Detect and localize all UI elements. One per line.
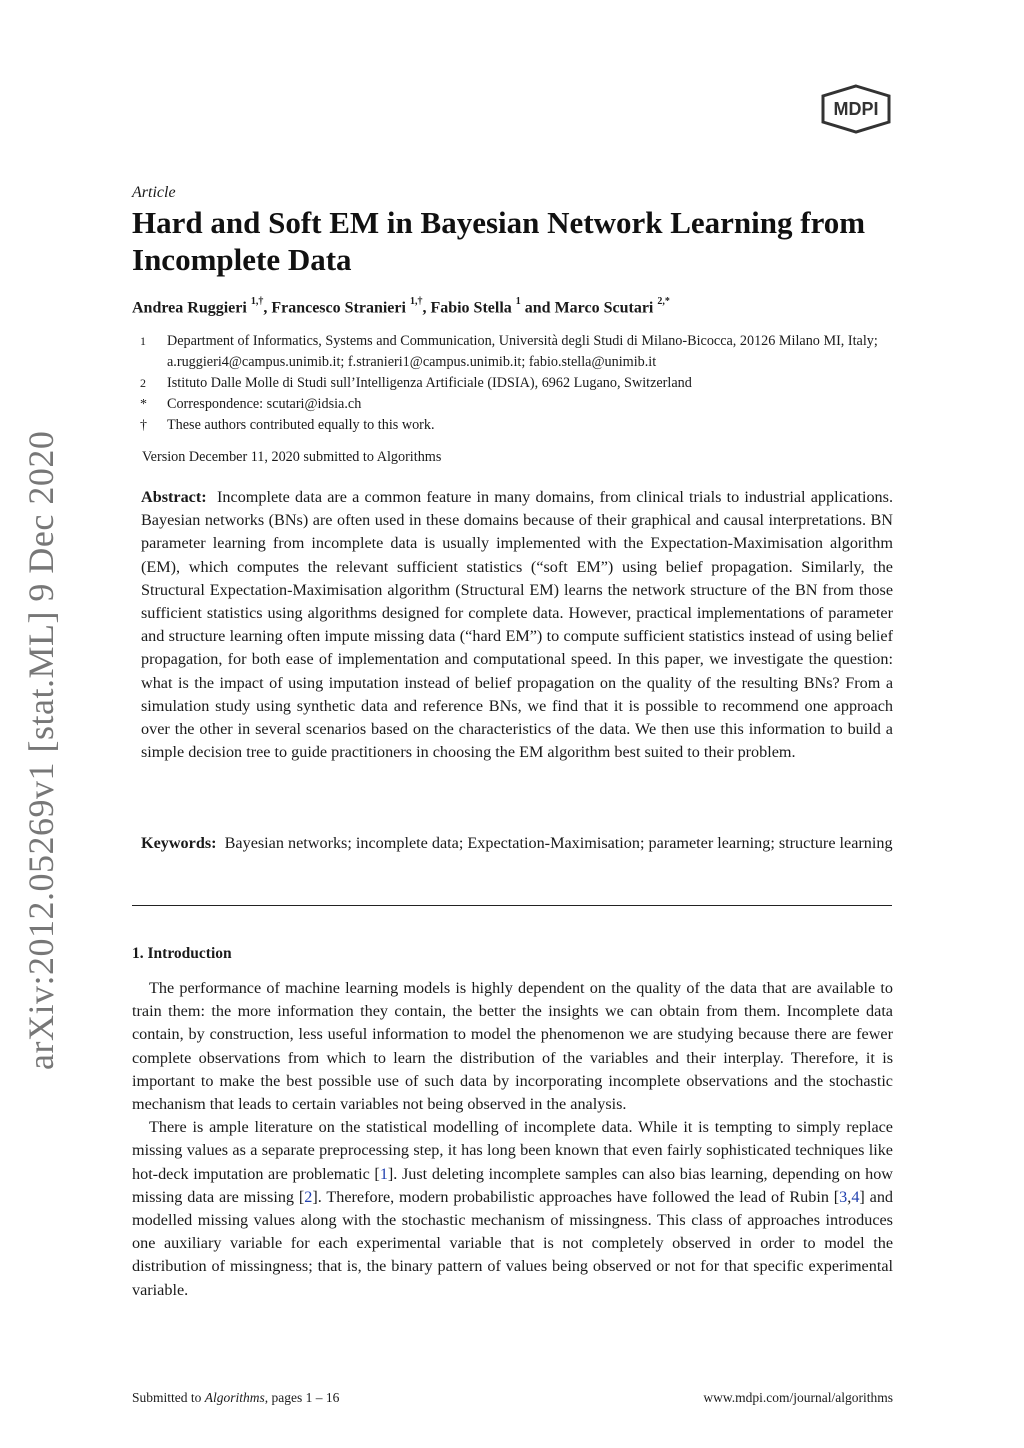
abstract-label: Abstract:	[141, 488, 207, 506]
author-mark: 1	[515, 296, 521, 307]
paper-title: Hard and Soft EM in Bayesian Network Learning from Incomplete Data	[132, 205, 866, 277]
author-name: Andrea Ruggieri	[132, 299, 247, 317]
section-heading: 1. Introduction	[132, 945, 232, 962]
affiliation-mark: 1	[140, 334, 146, 348]
abstract-text: Incomplete data are a common feature in many domains, from clinical trials to industrial applications. Bayesian networks (BNs) are often used in these domains because of their graphical and causal interpretations. BN parameter learning from incomplete data is usually implemented with the Expectation-Maximisation algorithm (EM), which computes the relevant sufficient statistics (“soft EM”) using belief propagation. Similarly, the Structural Expectation-Maximisation algorithm (Structural EM) learns the network structure of the BN from those sufficient statistics using algorithms designed for complete data. However, practical implementations of parameter and structure learning often impute missing data (“hard EM”) to compute sufficient statistics instead of using belief propagation, for both ease of implementation and computational speed. In this paper, we investigate the question: what is the impact of using imputation instead of belief propagation on the quality of the resulting BNs? From a simulation study using synthetic data and reference BNs, we find that it is possible to recommend one approach over the other in several scenarios based on the characteristics of the data. We then use this information to build a simple decision tree to guide practitioners in choosing the EM algorithm best suited to their problem.	[141, 488, 893, 762]
affiliation-row	[140, 373, 900, 394]
citation-link[interactable]: 2	[304, 1187, 313, 1206]
affiliation-text[interactable]: Department of Informatics, Systems and Communication, Università degli Studi di Milano-Bicocca, 20126 Milano MI, Italy; a.ruggieri4@campus.unimib.it; f.stranieri1@campus.unimib.it; fabio.stella@unimib.it	[167, 333, 878, 370]
article-type: Article	[132, 184, 176, 201]
affiliation-text: Istituto Dalle Molle di Studi sull’Intelligenza Artificiale (IDSIA), 6962 Lugano, Switzerland	[167, 375, 692, 391]
section-divider	[132, 905, 892, 906]
citation-link[interactable]: 4	[851, 1187, 860, 1206]
correspondence-text[interactable]: Correspondence: scutari@idsia.ch	[167, 396, 362, 412]
mdpi-logo-text: MDPI	[833, 99, 879, 119]
paragraph: There is ample literature on the statistical modelling of incomplete data. While it is tempting to simply replace missing values as a separate preprocessing step, it has long been known that even fairly sophisticated techniques like hot-deck imputation are problematic [1]. Just deleting incomplete samples can also bias learning, depending on how missing data are missing [2]. Therefore, modern probabilistic approaches have followed the lead of Rubin [3,4] and modelled missing values along with the stochastic mechanism of missingness. This class of approaches introduces one auxiliary variable for each experimental variable that is not completely observed in order to model the distribution of missingness; that is, the binary pattern of values being observed or not for that specific experimental variable.	[132, 1118, 894, 1299]
author-name: Marco Scutari	[554, 299, 654, 317]
author-name: Fabio Stella	[430, 299, 512, 317]
footer-submission: Submitted to Algorithms, pages 1 – 16	[132, 1390, 340, 1405]
affiliation-row	[140, 415, 900, 436]
citation-link[interactable]: 3	[839, 1187, 848, 1206]
abstract	[141, 486, 893, 764]
affiliation-mark: 2	[140, 376, 146, 390]
keywords-text: Bayesian networks; incomplete data; Expectation-Maximisation; parameter learning; structure learning	[224, 834, 893, 852]
affiliation-text: These authors contributed equally to this work.	[167, 417, 435, 433]
keywords	[141, 832, 895, 855]
affiliation-row	[140, 331, 900, 373]
paragraph: The performance of machine learning models is highly dependent on the quality of the data that are available to train them: the more information they contain, the better the insights we can obtain from them. Incomplete data contain, by construction, less useful information to model the phenomenon we are studying because there are fewer complete observations from which to learn the distribution of the variables and their interplay. Therefore, it is important to make the best possible use of such data by incorporating incomplete observations and the stochastic mechanism that leads to certain variables not being observed in the analysis.	[132, 979, 893, 1114]
arxiv-identifier[interactable]: arXiv:2012.05269v1 [stat.ML] 9 Dec 2020	[21, 430, 61, 1070]
author-mark: 1,†	[250, 296, 264, 307]
affiliation-row	[140, 394, 900, 415]
affiliations	[140, 331, 900, 436]
affiliation-mark: †	[140, 418, 147, 433]
author-name: Francesco Stranieri	[271, 299, 406, 317]
keywords-label: Keywords:	[141, 834, 217, 852]
author-mark: 2,*	[657, 296, 670, 307]
version-line: Version December 11, 2020 submitted to Algorithms	[142, 449, 442, 465]
introduction-body	[132, 977, 893, 1302]
author-mark: 1,†	[409, 296, 423, 307]
citation-link[interactable]: 1	[379, 1164, 388, 1183]
mdpi-logo[interactable]	[817, 84, 895, 134]
footer-url[interactable]: www.mdpi.com/journal/algorithms	[703, 1390, 893, 1405]
affiliation-mark: *	[140, 397, 147, 412]
author-list: Andrea Ruggieri $^{1,\dagger}$, Francesco Stranieri $^{1,\dagger}$, Fabio Stella $^1$ and Marco Scutari $^{2,*}$	[132, 296, 670, 317]
